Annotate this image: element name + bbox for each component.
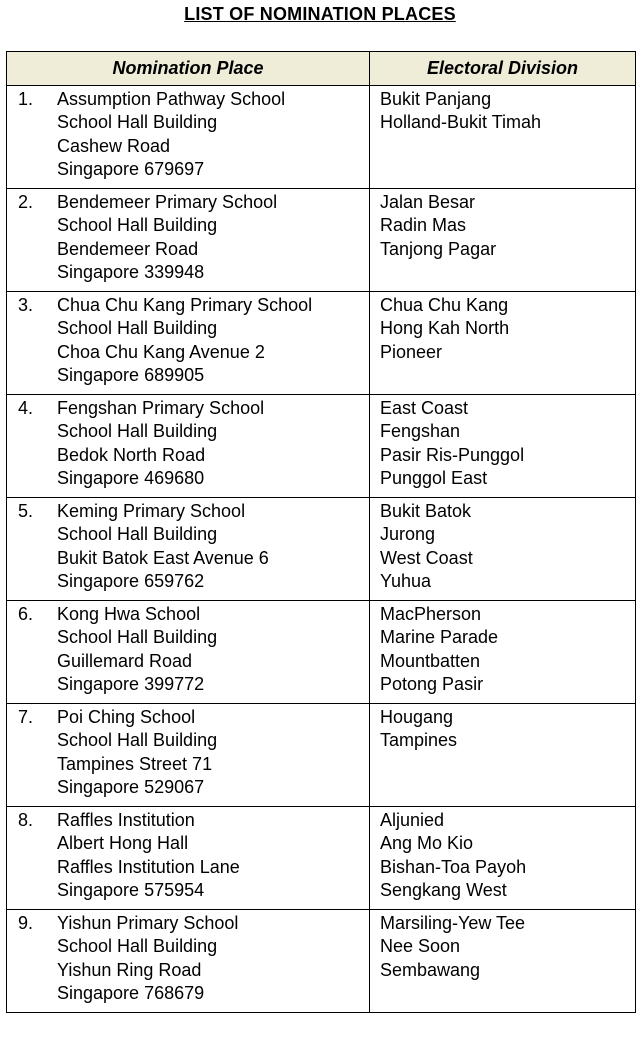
table-row bbox=[7, 395, 636, 498]
place-address-line: School Hall Building bbox=[57, 421, 218, 442]
nomination-table bbox=[6, 51, 636, 1013]
nomination-place-cell bbox=[7, 601, 370, 704]
nomination-place-cell bbox=[7, 292, 370, 395]
place-address-line: Singapore 768679 bbox=[57, 982, 205, 1003]
nomination-place-cell bbox=[7, 807, 370, 910]
place-address-line: Singapore 339948 bbox=[57, 261, 205, 282]
electoral-division: Yuhua bbox=[380, 570, 432, 591]
electoral-division-cell bbox=[370, 910, 636, 1013]
table-row bbox=[7, 498, 636, 601]
place-address-line: School Hall Building bbox=[57, 627, 218, 648]
electoral-division: Bukit Panjang bbox=[380, 89, 492, 109]
electoral-division: Holland-Bukit Timah bbox=[380, 112, 542, 133]
table-row bbox=[7, 601, 636, 704]
electoral-division: Marine Parade bbox=[380, 627, 499, 648]
electoral-division-cell bbox=[370, 704, 636, 807]
electoral-division: Tanjong Pagar bbox=[380, 238, 497, 259]
place-name: Bendemeer Primary School bbox=[57, 192, 278, 212]
electoral-division: West Coast bbox=[380, 547, 473, 568]
place-address-line: School Hall Building bbox=[57, 215, 218, 236]
electoral-division: Fengshan bbox=[380, 421, 461, 442]
row-number: 3. bbox=[18, 295, 34, 315]
nomination-place-cell bbox=[7, 86, 370, 189]
place-address-line: Albert Hong Hall bbox=[57, 833, 189, 854]
electoral-division: Sembawang bbox=[380, 959, 481, 980]
electoral-division: Chua Chu Kang bbox=[380, 295, 509, 315]
electoral-division: East Coast bbox=[380, 398, 469, 418]
row-number: 1. bbox=[18, 89, 34, 109]
place-name: Yishun Primary School bbox=[57, 913, 239, 933]
place-address-line: School Hall Building bbox=[57, 112, 218, 133]
place-name: Kong Hwa School bbox=[57, 604, 201, 624]
electoral-division: Hougang bbox=[380, 707, 454, 727]
place-address-line: Singapore 659762 bbox=[57, 570, 205, 591]
row-number: 4. bbox=[18, 398, 34, 418]
row-number: 8. bbox=[18, 810, 34, 830]
electoral-division: Pioneer bbox=[380, 341, 443, 362]
place-name: Assumption Pathway School bbox=[57, 89, 286, 109]
place-name: Fengshan Primary School bbox=[57, 398, 265, 418]
electoral-division: Bukit Batok bbox=[380, 501, 472, 521]
place-address-line: Raffles Institution Lane bbox=[57, 856, 240, 877]
electoral-division-cell bbox=[370, 601, 636, 704]
row-number: 2. bbox=[18, 192, 34, 212]
table-row bbox=[7, 910, 636, 1013]
nomination-place-cell bbox=[7, 704, 370, 807]
place-name: Chua Chu Kang Primary School bbox=[57, 295, 313, 315]
header-electoral-division: Electoral Division bbox=[370, 52, 636, 86]
electoral-division: Jalan Besar bbox=[380, 192, 476, 212]
electoral-division: Aljunied bbox=[380, 810, 445, 830]
row-number: 7. bbox=[18, 707, 34, 727]
place-address-line: Bukit Batok East Avenue 6 bbox=[57, 547, 269, 568]
place-address-line: School Hall Building bbox=[57, 730, 218, 751]
place-address-line: Bendemeer Road bbox=[57, 238, 199, 259]
place-address-line: School Hall Building bbox=[57, 318, 218, 339]
row-number: 9. bbox=[18, 913, 34, 933]
place-address-line: Singapore 679697 bbox=[57, 158, 205, 179]
nomination-place-cell bbox=[7, 910, 370, 1013]
place-address-line: Singapore 689905 bbox=[57, 364, 205, 385]
place-name: Poi Ching School bbox=[57, 707, 196, 727]
nomination-place-cell bbox=[7, 189, 370, 292]
table-header-row bbox=[7, 52, 636, 86]
nomination-place-cell bbox=[7, 498, 370, 601]
place-address-line: Guillemard Road bbox=[57, 650, 193, 671]
place-name: Keming Primary School bbox=[57, 501, 246, 521]
page-title: LIST OF NOMINATION PLACES bbox=[184, 4, 456, 24]
electoral-division-cell bbox=[370, 807, 636, 910]
table-row bbox=[7, 292, 636, 395]
row-number: 5. bbox=[18, 501, 34, 521]
electoral-division: Tampines bbox=[380, 730, 458, 751]
electoral-division: Ang Mo Kio bbox=[380, 833, 474, 854]
place-address-line: Tampines Street 71 bbox=[57, 753, 213, 774]
electoral-division-cell bbox=[370, 189, 636, 292]
electoral-division: Bishan-Toa Payoh bbox=[380, 856, 527, 877]
electoral-division-cell bbox=[370, 498, 636, 601]
place-address-line: Singapore 399772 bbox=[57, 673, 205, 694]
place-address-line: Cashew Road bbox=[57, 135, 171, 156]
electoral-division: Potong Pasir bbox=[380, 673, 484, 694]
electoral-division-cell bbox=[370, 292, 636, 395]
place-address-line: Choa Chu Kang Avenue 2 bbox=[57, 341, 265, 362]
electoral-division: Punggol East bbox=[380, 467, 488, 488]
place-address-line: School Hall Building bbox=[57, 524, 218, 545]
table-row bbox=[7, 704, 636, 807]
place-address-line: Bedok North Road bbox=[57, 444, 206, 465]
row-number: 6. bbox=[18, 604, 34, 624]
electoral-division: Jurong bbox=[380, 524, 436, 545]
electoral-division: Marsiling-Yew Tee bbox=[380, 913, 526, 933]
electoral-division-cell bbox=[370, 86, 636, 189]
header-nomination-place: Nomination Place bbox=[7, 52, 370, 86]
place-address-line: School Hall Building bbox=[57, 936, 218, 957]
place-name: Raffles Institution bbox=[57, 810, 195, 830]
electoral-division-cell bbox=[370, 395, 636, 498]
electoral-division: Radin Mas bbox=[380, 215, 467, 236]
table-row bbox=[7, 807, 636, 910]
electoral-division: Mountbatten bbox=[380, 650, 481, 671]
nomination-place-cell bbox=[7, 395, 370, 498]
place-address-line: Singapore 575954 bbox=[57, 879, 205, 900]
table-row bbox=[7, 189, 636, 292]
electoral-division: Pasir Ris-Punggol bbox=[380, 444, 525, 465]
table-row bbox=[7, 86, 636, 189]
electoral-division: Sengkang West bbox=[380, 879, 507, 900]
place-address-line: Singapore 529067 bbox=[57, 776, 205, 797]
place-address-line: Yishun Ring Road bbox=[57, 959, 202, 980]
place-address-line: Singapore 469680 bbox=[57, 467, 205, 488]
electoral-division: Nee Soon bbox=[380, 936, 461, 957]
electoral-division: Hong Kah North bbox=[380, 318, 510, 339]
electoral-division: MacPherson bbox=[380, 604, 482, 624]
